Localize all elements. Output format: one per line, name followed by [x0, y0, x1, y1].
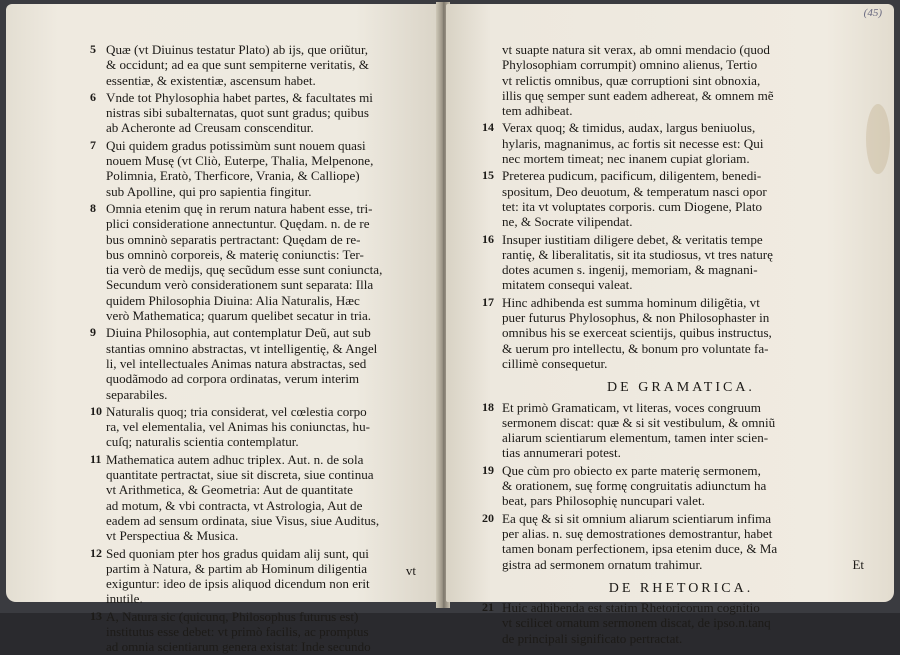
text-line: ab Acheronte ad Creusam conscenditur. [106, 120, 314, 136]
paragraph [482, 510, 860, 572]
text-line: vt scilicet ornatum sermonem discat, de ipso.n.tanq [502, 615, 771, 631]
text-line: gistra ad sermonem ornatum trahimur. [502, 556, 703, 572]
text-line: Omnia etenim quę in rerum natura habent esse, tri- [106, 200, 373, 216]
text-line: institutus esse debet: vt primò facilis, ac promptus [106, 623, 369, 639]
text-line: Naturalis quoq; tria considerat, vel cœlestia corpo [106, 403, 367, 419]
text-line: bus omninò separatis pertractant: Quędam de re- [106, 231, 361, 247]
text-line: tias annumerari potest. [502, 445, 621, 461]
text-line: stantias omnino abstractas, vt intelligentię, & Angel [106, 340, 378, 356]
paragraph-number: 8 [90, 200, 96, 215]
paragraph-number: 19 [482, 462, 494, 477]
left-page [6, 4, 442, 655]
text-line: Secundum verò considerationem sunt separata: Illa [106, 277, 374, 293]
text-line: verò Mathematica; quarum quelibet secatur in tria. [106, 308, 372, 324]
text-line: & occidunt; ad ea que sunt sempiterne veritatis, & [106, 57, 369, 73]
text-line: rantię, & liberalitatis, sit ita studiosus, vt tres naturę [502, 246, 773, 262]
text-line: Sed quoniam pter hos gradus quidam alij sunt, qui [106, 545, 369, 561]
text-line: vt Arithmetica, & Geometria: Aut de quantitate [106, 482, 353, 498]
text-line: Polimnia, Eratò, Therficore, Vrania, & Calliope) [106, 168, 360, 184]
text-line: per alias. n. suę demostrationes demostrantur, habet [502, 525, 773, 541]
paper-stain [866, 104, 890, 174]
right-page [446, 4, 894, 646]
paragraph-number: 14 [482, 120, 494, 135]
text-line: ne, & Socrate vilipendat. [502, 214, 633, 230]
paragraph-number: 11 [90, 451, 102, 466]
paragraph [482, 462, 860, 509]
paragraph [90, 42, 420, 88]
text-line: aliarum scientiarum elementum, tamen inter scien- [502, 430, 769, 446]
text-line: vt Perspectiua & Musica. [106, 528, 239, 544]
text-line: tia verò de medijs, quę secũdum esse sunt coniuncta, [106, 262, 383, 278]
text-line: nouem Musę (vt Cliò, Euterpe, Thalia, Melpenone, [106, 153, 374, 169]
text-line: ad omnia scientiarum genera existat: Inde secundo [106, 639, 371, 655]
text-line: li, vel intellectuales Animas natura abstractas, sed [106, 355, 367, 371]
text-line: dotes acumen s. ingenij, memoriam, & magnani- [502, 262, 758, 278]
text-line: tamen bonam perfectionem, ipsa etenim duce, & Ma [502, 541, 778, 557]
paragraph [90, 451, 420, 544]
text-line: eadem ad sensum ordinata, siue Visus, siue Auditus, [106, 512, 380, 528]
text-line: vt relictis omnibus, quæ corruptioni sint obnoxia, [502, 72, 761, 88]
paragraph-number: 18 [482, 399, 494, 414]
text-line: essentiæ, & existentiæ, ascensum habet. [106, 72, 316, 88]
text-line: tem adhibeat. [502, 103, 573, 119]
text-line: separabiles. [106, 386, 168, 402]
text-line: spositum, Deo deuotum, & temperatum nasci opor [502, 183, 767, 199]
catchword-right: Et [852, 556, 864, 572]
paragraph [90, 89, 420, 136]
paragraph [482, 399, 860, 461]
text-line: Verax quoq; & timidus, audax, largus beniuolus, [502, 120, 756, 136]
text-line: de principali significato pertractat. [502, 630, 683, 646]
paragraph-number: 13 [90, 608, 102, 623]
text-line: Insuper iustitiam diligere debet, & veritatis tempe [502, 231, 763, 247]
text-line: Quæ (vt Diuinus testatur Plato) ab ijs, que oriũtur, [106, 42, 369, 57]
text-line: nistras sibi subalternatas, quot sunt gradus; quibus [106, 105, 369, 121]
text-line: Et primò Gramaticam, vt literas, voces congruum [502, 399, 761, 415]
paragraph [90, 325, 420, 402]
paragraph-number: 9 [90, 325, 96, 340]
text-line: Mathematica autem adhuc triplex. Aut. n. de sola [106, 451, 364, 467]
text-line: illis quę semper sunt eadem adhereat, & omnem mẽ [502, 87, 774, 103]
text-line: ra, vel elementalia, vel Animas his coniunctas, hu- [106, 419, 370, 435]
text-line: nec mortem timeat; nec inanem cupiat gloriam. [502, 151, 750, 167]
text-line: Qui quidem gradus potissimùm sunt nouem quasi [106, 137, 366, 153]
folio-number: (45) [863, 7, 882, 19]
text-line: exiguntur: ideo de ipsis aliquod dicendum non erit [106, 576, 370, 592]
text-line: partim à Natura, & partim ab Hominum diligentia [106, 560, 368, 576]
text-line: & uerum pro intellectu, & bonum pro voluntate fa- [502, 340, 769, 356]
text-line: tet: ita vt voluptates corporis. cum Diogene, Plato [502, 198, 763, 214]
text-line: quantitate pertractat, siue sit discreta, siue continua [106, 467, 374, 483]
text-line: bus omninò corporeis, & materię coniunctis: Ter- [106, 246, 364, 262]
text-line: mitatem consequi valeat. [502, 277, 633, 293]
text-line: inutile. [106, 591, 143, 607]
paragraph-number: 5 [90, 42, 96, 56]
paragraph-number: 16 [482, 231, 494, 246]
text-line: Huic adhibenda est statim Rhetoricorum cognitio [502, 600, 760, 616]
paragraph [482, 231, 860, 293]
text-line: cillimè consequetur. [502, 355, 608, 371]
catchword-left: vt [405, 562, 416, 578]
text-line: A, Natura sic (quicunq, Philosophus futurus est) [106, 608, 359, 624]
right-page-text [482, 42, 860, 646]
paragraph [90, 200, 420, 324]
text-line: Diuina Philosophia, aut contemplatur Deũ, aut sub [106, 325, 371, 341]
paragraph-number: 17 [482, 294, 494, 309]
paragraph-number: 15 [482, 168, 494, 183]
text-line: Preterea pudicum, pacificum, diligentem, benedi- [502, 168, 762, 184]
paragraph-number: 10 [90, 403, 102, 418]
text-line: quodãmodo ad corpora ordinatas, verum interim [106, 371, 360, 387]
paragraph-number: 12 [90, 545, 102, 560]
paragraph [482, 168, 860, 230]
paragraph [90, 608, 420, 655]
text-line: beat, pars Philosophię nuncupari valet. [502, 493, 705, 509]
paragraph [482, 600, 860, 646]
text-line: Vnde tot Phylosophia habet partes, & facultates mi [106, 89, 373, 105]
text-line: quidem Philosophia Diuina: Alia Naturalis, Hæc [106, 292, 360, 308]
paragraph [502, 42, 860, 118]
text-line: Hinc adhibenda est summa hominum diligẽtia, vt [502, 294, 760, 310]
text-line: cuſq; naturalis scientia contemplatur. [106, 434, 299, 450]
paragraph-number: 21 [482, 600, 494, 615]
text-line: puer futurus Phylosophus, & non Philosophaster in [502, 310, 770, 326]
paragraph-number: 6 [90, 89, 96, 104]
text-line: ad motum, & vbi contracta, vt Astrologia, Aut de [106, 497, 363, 513]
text-line: vt suapte natura sit verax, ab omni mendacio (quod [502, 42, 770, 57]
text-line: & orationem, suę formę congruitatis adiunctum ha [502, 478, 767, 494]
paragraph-number: 20 [482, 510, 494, 525]
text-line: Phylosophiam corrumpit) omnino alienus, Tertio [502, 57, 758, 73]
text-line: hylaris, magnanimus, ac fortis sit necesse est: Qui [502, 135, 764, 151]
paragraph [482, 294, 860, 371]
text-line: sermonem discat: quæ & si sit vestibulum, & omniũ [502, 414, 776, 430]
left-page-text [90, 42, 420, 655]
paragraph-number: 7 [90, 137, 96, 152]
text-line: omnibus his se exerceat scientijs, quibus instructus, [502, 325, 772, 341]
text-line: plici consideratione annectuntur. Quędam. n. de re [106, 216, 370, 232]
paragraph [90, 403, 420, 450]
text-line: sub Apolline, qui pro sapientia fingitur. [106, 183, 312, 199]
section-heading: DE GRAMATICA. [607, 380, 755, 396]
paragraph [90, 545, 420, 607]
paragraph [482, 120, 860, 167]
paragraph [90, 137, 420, 199]
text-line: Que cùm pro obiecto ex parte materię sermonem, [502, 462, 761, 478]
section-heading: DE RHETORICA. [608, 580, 754, 596]
text-line: Ea quę & si sit omnium aliarum scientiarum infima [502, 510, 772, 526]
